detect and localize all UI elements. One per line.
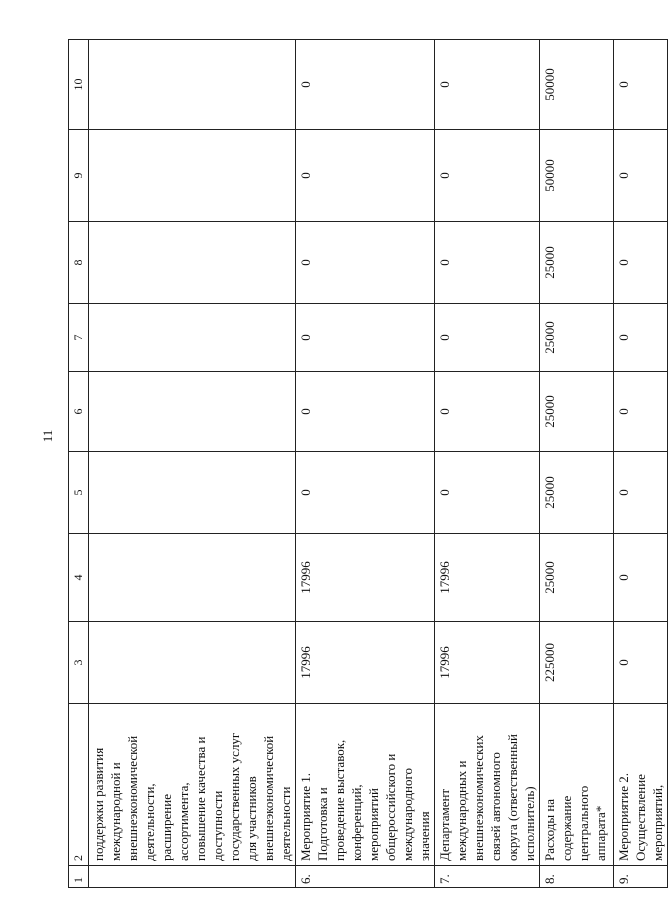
value-cell-col9	[89, 130, 296, 222]
header-cell-9: 9	[69, 130, 89, 222]
row-name-line: округа (ответственный	[505, 734, 520, 861]
table-row	[296, 40, 435, 888]
row-name-line: аппарата*	[593, 805, 608, 861]
row-name-line: конференций,	[349, 784, 364, 861]
value-cell-col4: 25000	[540, 534, 614, 622]
value-cell-col6: 0	[614, 372, 668, 452]
value-cell-col8: 0	[614, 222, 668, 304]
table-row	[89, 40, 296, 888]
value-cell-col7: 0	[614, 304, 668, 372]
row-name-line: повышение качества и	[193, 736, 208, 861]
value-cell-col3: 225000	[540, 622, 614, 704]
row-name-line: внешнеэкономических	[471, 735, 486, 861]
value-cell-col9: 50000	[540, 130, 614, 222]
row-name-line: внешнеэкономической	[261, 735, 276, 861]
value-cell-col7	[89, 304, 296, 372]
value-cell-col8	[89, 222, 296, 304]
row-name-line: Департамент	[437, 788, 452, 861]
value-cell-col7: 0	[296, 304, 435, 372]
row-name-line: Подготовка и	[315, 787, 330, 861]
value-cell-col3	[89, 622, 296, 704]
value-cell-col9: 0	[435, 130, 540, 222]
row-name	[614, 704, 668, 866]
row-name-line: международных и	[454, 760, 469, 861]
row-name-line: поддержки развития	[91, 747, 106, 861]
header-cell-6: 6	[69, 372, 89, 452]
row-name-line: государственных услуг	[227, 732, 242, 861]
row-name-line: мероприятий,	[650, 784, 665, 861]
row-name-line: Мероприятие 2.	[616, 773, 631, 861]
table-row	[435, 40, 540, 888]
value-cell-col4: 17996	[296, 534, 435, 622]
row-name-line: ассортимента,	[176, 782, 191, 861]
value-cell-col5: 25000	[540, 452, 614, 534]
value-cell-col9: 0	[614, 130, 668, 222]
value-cell-col6: 0	[435, 372, 540, 452]
value-cell-col8: 0	[296, 222, 435, 304]
value-cell-col3: 0	[614, 622, 668, 704]
header-cell-8: 8	[69, 222, 89, 304]
header-cell-5: 5	[69, 452, 89, 534]
header-cell-1: 1	[69, 866, 89, 888]
row-name	[296, 704, 435, 866]
value-cell-col8: 25000	[540, 222, 614, 304]
header-cell-7: 7	[69, 304, 89, 372]
value-cell-col5	[89, 452, 296, 534]
row-name-line: международного	[400, 767, 415, 861]
row-name-line: общероссийского и	[383, 753, 398, 861]
value-cell-col7: 0	[435, 304, 540, 372]
value-cell-col4	[89, 534, 296, 622]
page-number: 11	[40, 429, 55, 443]
row-name-line: центрального	[576, 785, 591, 861]
header-cell-4: 4	[69, 534, 89, 622]
row-number: 8.	[540, 866, 614, 888]
row-name-line: международной и	[108, 762, 123, 861]
value-cell-col10: 0	[435, 40, 540, 130]
row-name-line: значения	[417, 811, 432, 861]
value-cell-col6	[89, 372, 296, 452]
value-cell-col10: 50000	[540, 40, 614, 130]
budget-table	[68, 39, 668, 888]
row-name-line: Расходы на	[542, 798, 557, 861]
header-cell-2: 2	[69, 704, 89, 866]
value-cell-col3: 17996	[296, 622, 435, 704]
row-name-line: мероприятий	[366, 788, 381, 861]
row-number: 9.	[614, 866, 668, 888]
value-cell-col5: 0	[296, 452, 435, 534]
row-name-line: деятельности,	[142, 783, 157, 861]
table-row	[540, 40, 614, 888]
value-cell-col6: 25000	[540, 372, 614, 452]
row-name-line: внешнеэкономической	[125, 735, 140, 861]
rotated-table-container	[68, 40, 665, 888]
row-name-line: проведение выставок,	[332, 739, 347, 861]
row-name-line: исполнитель)	[522, 786, 537, 861]
value-cell-col4: 0	[614, 534, 668, 622]
value-cell-col10	[89, 40, 296, 130]
row-name-line: содержание	[559, 795, 574, 861]
row-name-line: Мероприятие 1.	[298, 773, 313, 861]
value-cell-col10: 0	[296, 40, 435, 130]
value-cell-col6: 0	[296, 372, 435, 452]
row-name-line: Осуществление	[633, 774, 648, 861]
value-cell-col3: 17996	[435, 622, 540, 704]
value-cell-col10: 0	[614, 40, 668, 130]
header-cell-3: 3	[69, 622, 89, 704]
row-number	[89, 866, 296, 888]
value-cell-col8: 0	[435, 222, 540, 304]
header-cell-10: 10	[69, 40, 89, 130]
value-cell-col4: 17996	[435, 534, 540, 622]
row-number: 6.	[296, 866, 435, 888]
row-name-line: доступности	[210, 790, 225, 861]
row-name-line: для участников	[244, 776, 259, 861]
value-cell-col9: 0	[296, 130, 435, 222]
value-cell-col7: 25000	[540, 304, 614, 372]
row-name	[435, 704, 540, 866]
table-row	[614, 40, 668, 888]
row-name	[540, 704, 614, 866]
table-body	[89, 40, 668, 888]
row-name-line: связей автономного	[488, 752, 503, 861]
row-number: 7.	[435, 866, 540, 888]
value-cell-col5: 0	[614, 452, 668, 534]
row-name	[89, 704, 296, 866]
row-name-line: деятельности	[278, 786, 293, 861]
row-name-line: расширение	[159, 794, 174, 861]
table-header-row	[69, 40, 89, 888]
value-cell-col5: 0	[435, 452, 540, 534]
